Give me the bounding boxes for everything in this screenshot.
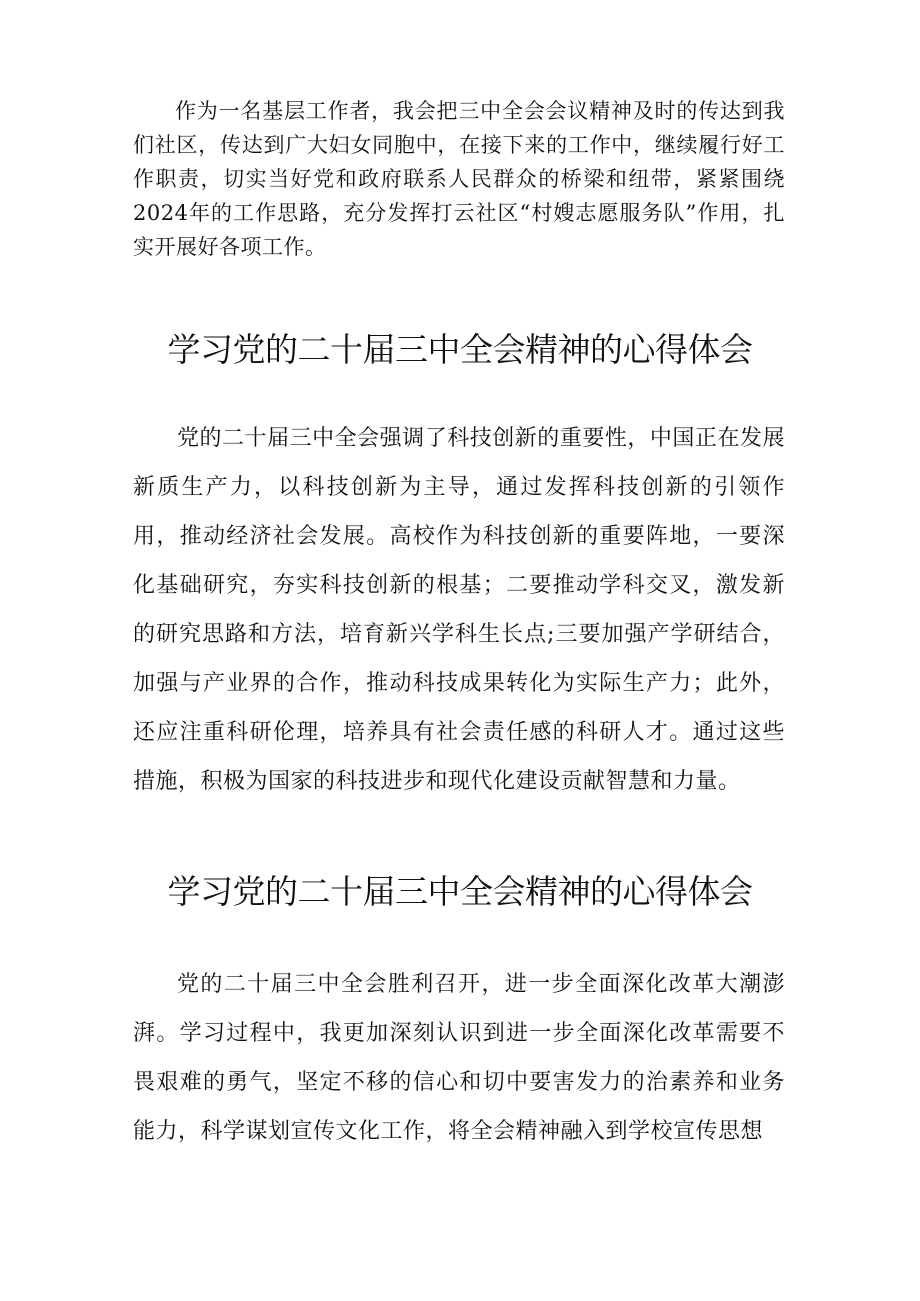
section-title: 学习党的二十届三中全会精神的心得体会: [167, 872, 753, 911]
section-body: 党的二十届三中全会胜利召开，进一步全面深化改革大潮澎湃。学习过程中，我更加深刻认识到进一步全面深化改革需要不畏艰难的勇气，坚定不移的信心和切中要害发力的治素养和业务能力，科学谋划宣传文化工作，将全会精神融入到学校宣传思想: [133, 972, 785, 1144]
section-title: 学习党的二十届三中全会精神的心得体会: [167, 330, 753, 369]
section-body: 党的二十届三中全会强调了科技创新的重要性，中国正在发展新质生产力，以科技创新为主导，通过发挥科技创新的引领作用，推动经济社会发展。高校作为科技创新的重要阵地，一要深化基础研究，夯实科技创新的根基；二要推动学科交叉，激发新的研究思路和方法，培育新兴学科生长点;三要加强产学研结合，加强与产业界的合作，推动科技成果转化为实际生产力；此外，还应注重科研伦理，培养具有社会责任感的科研人才。通过这些措施，积极为国家的科技进步和现代化建设贡献智慧和力量。: [133, 426, 785, 794]
intro-paragraph: 作为一名基层工作者，我会把三中全会会议精神及时的传达到我们社区，传达到广大妇女同胞中，在接下来的工作中，继续履行好工作职责，切实当好党和政府联系人民群众的桥梁和纽带，紧紧围绕2024年的工作思路，充分发挥打云社区“村嫂志愿服务队”作用，扎实开展好各项工作。: [133, 99, 785, 259]
